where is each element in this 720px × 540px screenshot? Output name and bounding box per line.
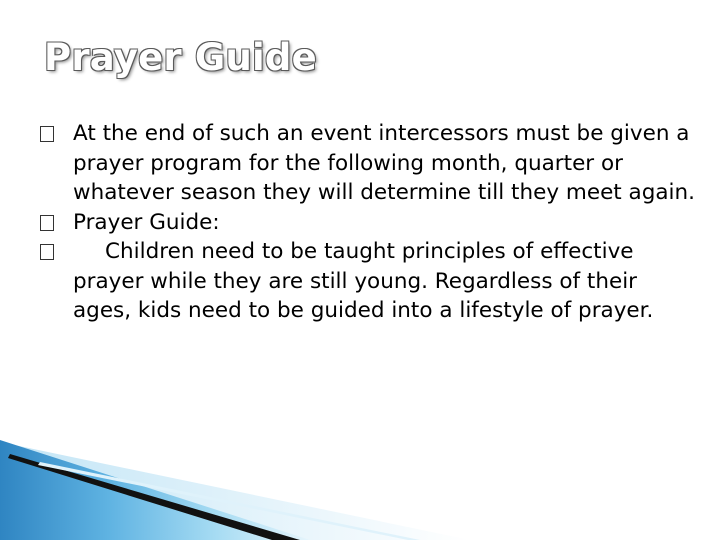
bullet-text: Prayer Guide: — [73, 209, 220, 235]
bullet-text: At the end of such an event intercessors must be given a prayer program for the following month, quarter or whatever season they will determine till they meet again. — [73, 121, 695, 205]
bullet-text: Children need to be taught principles of effective prayer while they are still young. Regardless of their ages, kids need to be guided into a lifestyle of prayer. — [73, 239, 654, 323]
checkbox-bullet-icon — [40, 215, 54, 231]
decor-blue-wedge — [0, 440, 310, 540]
bullet-item — [40, 208, 700, 238]
checkbox-bullet-icon — [40, 244, 54, 260]
corner-decoration — [0, 440, 720, 540]
checkbox-bullet-icon — [40, 126, 54, 142]
bullet-item — [40, 237, 700, 326]
bullet-list — [40, 119, 700, 326]
slide-title: Prayer Guide — [44, 36, 317, 79]
bullet-item — [40, 119, 700, 208]
